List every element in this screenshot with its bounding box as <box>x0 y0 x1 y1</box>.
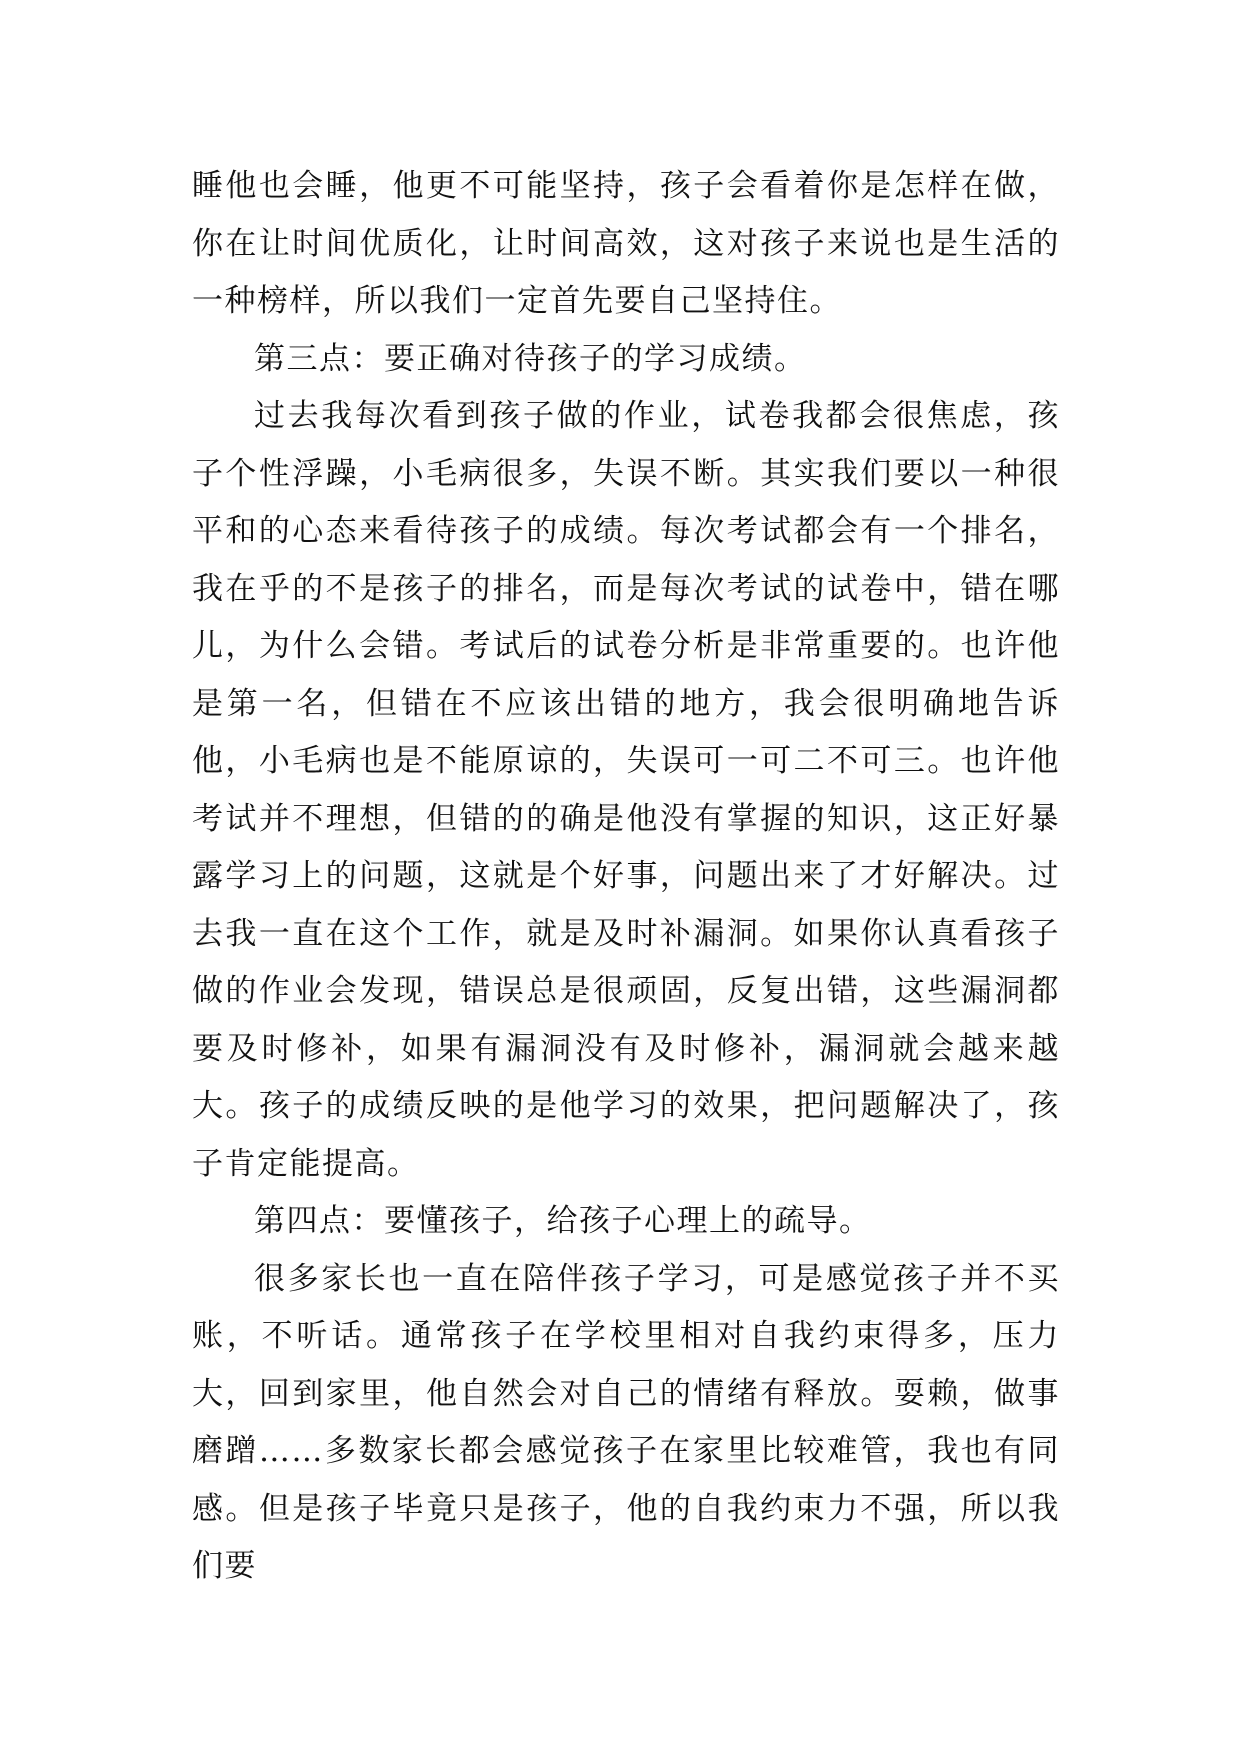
document-page <box>192 158 1060 1596</box>
paragraph-understanding: 很多家长也一直在陪伴孩子学习，可是感觉孩子并不买账，不听话。通常孩子在学校里相对自我约束得多，压力大，回到家里，他自然会对自己的情绪有释放。耍赖，做事磨蹭……多数家长都会感觉孩子在家里比较难管，我也有同感。但是孩子毕竟只是孩子，他的自我约束力不强，所以我们要 <box>192 1260 1060 1584</box>
heading-point-four: 第四点：要懂孩子，给孩子心理上的疏导。 <box>254 1203 872 1239</box>
heading-point-three: 第三点：要正确对待孩子的学习成绩。 <box>254 340 807 377</box>
paragraph-continuation: 睡他也会睡，他更不可能坚持，孩子会看着你是怎样在做，你在让时间优质化，让时间高效，这对孩子来说也是生活的一种榜样，所以我们一定首先要自己坚持住。 <box>192 168 1060 319</box>
paragraph-grades: 过去我每次看到孩子做的作业，试卷我都会很焦虑，孩子个性浮躁，小毛病很多，失误不断。其实我们要以一种很平和的心态来看待孩子的成绩。每次考试都会有一个排名，我在乎的不是孩子的排名，而是每次考试的试卷中，错在哪儿，为什么会错。考试后的试卷分析是非常重要的。也许他是第一名，但错在不应该出错的地方，我会很明确地告诉他，小毛病也是不能原谅的，失误可一可二不可三。也许他考试并不理想，但错的的确是他没有掌握的知识，这正好暴露学习上的问题，这就是个好事，问题出来了才好解决。过去我一直在这个工作，就是及时补漏洞。如果你认真看孩子做的作业会发现，错误总是很顽固，反复出错，这些漏洞都要及时修补，如果有漏洞没有及时修补，漏洞就会越来越大。孩子的成绩反映的是他学习的效果，把问题解决了，孩子肯定能提高。 <box>192 398 1060 1182</box>
